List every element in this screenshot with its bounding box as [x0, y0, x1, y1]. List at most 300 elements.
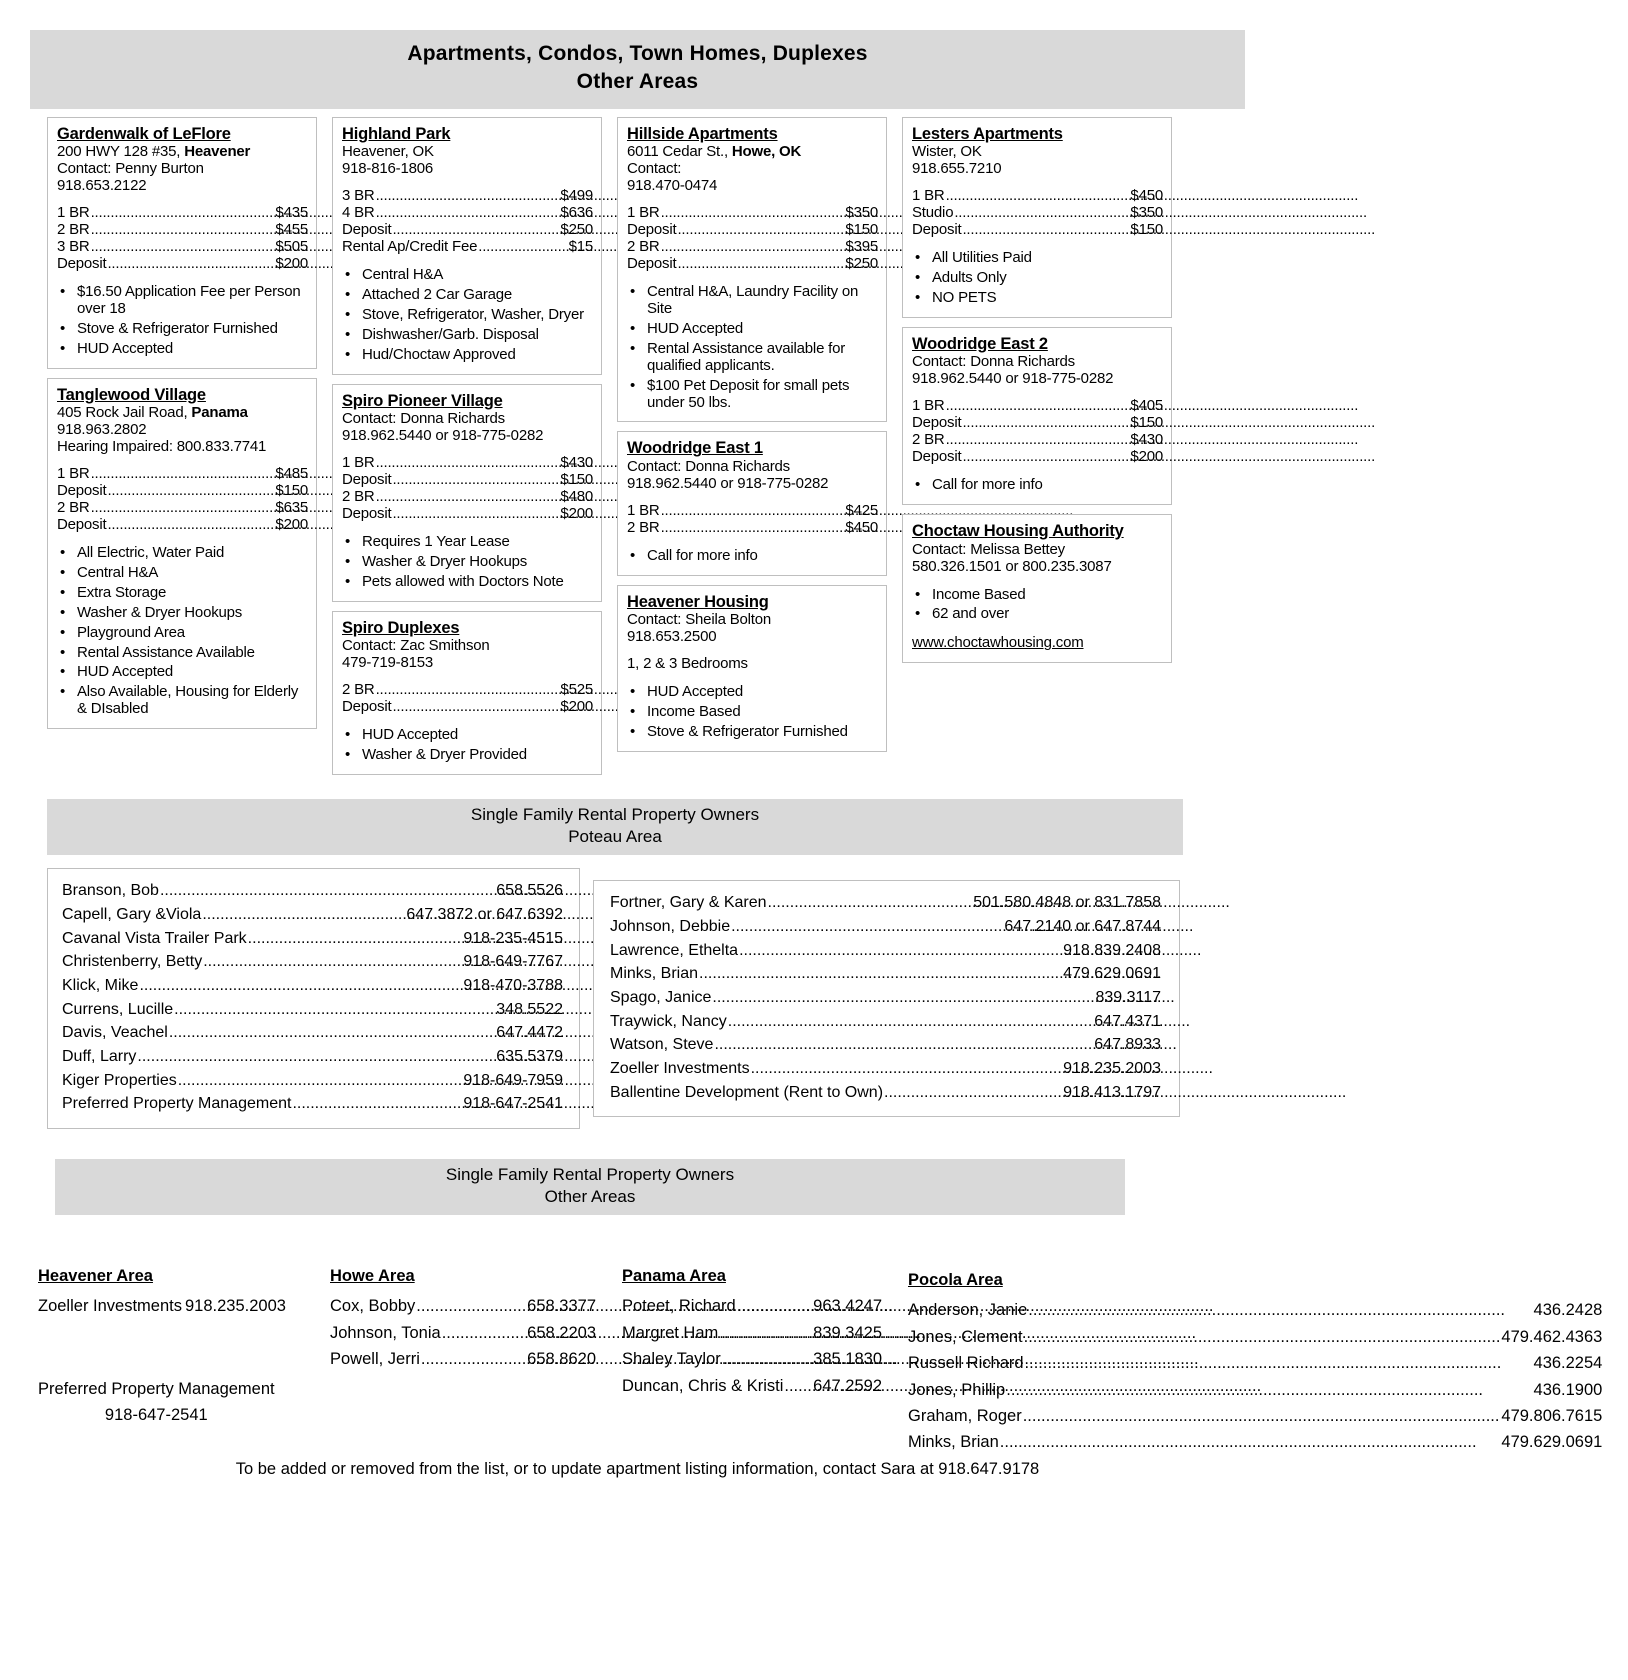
bullet-list	[342, 534, 593, 591]
bullet-text: Rental Assistance available for qualified applicants.	[647, 339, 846, 374]
rate-value: $435	[275, 204, 308, 222]
rate-value: $150	[1130, 414, 1163, 432]
bullet-item	[342, 327, 593, 344]
dot-leader	[961, 222, 1130, 239]
bullet-text: Stove & Refrigerator Furnished	[647, 723, 848, 741]
info-text: Contact: Sheila Bolton	[627, 611, 772, 629]
dot-leader	[375, 205, 561, 222]
owner-name: Davis, Veachel	[62, 1024, 168, 1042]
listing-title: Highland Park	[342, 124, 451, 143]
dot-leader	[1024, 1350, 1534, 1376]
dot-leader	[375, 682, 561, 699]
info-text: Contact: Penny Burton	[57, 160, 204, 178]
rate-label: 1 BR	[57, 204, 90, 222]
owner-phone: 658.5526	[496, 882, 563, 900]
bullet-icon	[912, 606, 932, 623]
dot-leader	[90, 205, 276, 222]
rate-label: Studio	[912, 204, 954, 222]
bullet-item	[57, 684, 308, 718]
owner-name: Powell, Jerri	[330, 1350, 420, 1369]
bullet-icon	[627, 378, 647, 412]
listing-info-line	[627, 178, 878, 195]
rate-value: $150	[1130, 221, 1163, 239]
dot-leader	[391, 472, 560, 489]
bullet-list	[57, 545, 308, 718]
owner-phone: 348.5522	[496, 1000, 563, 1018]
bullet-icon	[912, 477, 932, 494]
bullet-icon	[57, 341, 77, 358]
website-link[interactable]: www.choctawhousing.com	[912, 634, 1084, 652]
owner-phone: 839.3425	[813, 1323, 882, 1342]
area-heavener-list	[38, 1293, 304, 1319]
rate-value: $499	[560, 187, 593, 205]
rate-label: 2 BR	[342, 488, 375, 506]
listing-box	[902, 514, 1172, 663]
owner-name: Ballentine Development (Rent to Own)	[610, 1083, 884, 1101]
bullet-text: Also Available, Housing for Elderly & DIsabled	[77, 683, 299, 718]
ppm-name: Preferred Property Management	[38, 1380, 275, 1398]
info-text: 479-719-8153	[342, 654, 434, 672]
dot-leader	[698, 962, 1063, 986]
listing-info-line	[57, 439, 308, 456]
dot-leader	[721, 1346, 813, 1372]
listing-info-line	[627, 161, 878, 178]
bullet-item	[342, 287, 593, 304]
listing-title: Hillside Apartments	[627, 124, 778, 143]
rate-row	[342, 222, 593, 239]
owner-phone: 647.3872 or 647.6392	[406, 905, 563, 923]
dot-leader	[676, 256, 845, 273]
bullet-item	[57, 645, 308, 662]
rate-value: $430	[1130, 431, 1163, 449]
dot-leader	[441, 1320, 527, 1346]
owner-name: Preferred Property Management	[62, 1095, 292, 1113]
listing-info-line	[342, 428, 593, 445]
rate-row	[627, 520, 878, 537]
area-panama-list	[622, 1293, 882, 1399]
owner-phone: 479.629.0691	[1063, 965, 1161, 983]
rate-row	[57, 239, 308, 256]
rate-row	[342, 682, 593, 699]
listing-box	[332, 384, 602, 602]
rate-row	[912, 415, 1163, 432]
bullet-text: HUD Accepted	[362, 726, 458, 744]
rate-value: $455	[275, 221, 308, 239]
owner-name: Jones, Clement	[908, 1327, 1023, 1346]
info-text: Contact: Donna Richards	[912, 353, 1075, 371]
owner-row	[38, 1293, 304, 1319]
rate-label: 1 BR	[627, 501, 660, 519]
listing-info	[627, 459, 878, 493]
listing-info	[912, 354, 1163, 388]
bullet-text: Washer & Dryer Hookups	[77, 603, 243, 621]
bullet-text: Dishwasher/Garb. Disposal	[362, 325, 539, 343]
bullet-text: HUD Accepted	[77, 339, 173, 357]
owner-row	[62, 950, 563, 974]
rate-row	[912, 398, 1163, 415]
listing-title: Tanglewood Village	[57, 385, 206, 404]
rate-value: $525	[560, 681, 593, 699]
owner-name: Johnson, Tonia	[330, 1323, 441, 1342]
bullet-icon	[342, 307, 362, 324]
bullet-icon	[57, 625, 77, 642]
rate-label: 1 BR	[342, 454, 375, 472]
listing-box	[47, 117, 317, 369]
bullet-icon	[342, 747, 362, 764]
dot-leader	[1027, 1297, 1533, 1323]
rate-row	[57, 222, 308, 239]
owner-phone: 501.580.4848 or 831.7858	[973, 894, 1161, 912]
dot-leader	[90, 500, 276, 517]
rate-value: $430	[560, 454, 593, 472]
dot-leader	[106, 483, 275, 500]
rate-value: $200	[1130, 448, 1163, 466]
listing-info-line	[342, 161, 593, 178]
dot-leader	[391, 699, 560, 716]
bullet-item	[627, 341, 878, 375]
rate-value: $200	[275, 254, 308, 272]
info-text: Wister, OK	[912, 143, 982, 161]
section-title: Single Family Rental Property Owners	[445, 1164, 735, 1184]
owner-row	[622, 1373, 882, 1399]
owner-name: Margret Ham	[622, 1323, 719, 1342]
dot-leader	[1023, 1324, 1502, 1350]
bullet-item	[342, 307, 593, 324]
bullet-text: Call for more info	[932, 476, 1043, 494]
owner-name: Minks, Brian	[610, 965, 699, 983]
bullet-list	[912, 477, 1163, 494]
rate-row	[57, 256, 308, 273]
dot-leader	[159, 879, 496, 903]
rate-row	[912, 449, 1163, 466]
rate-row	[912, 222, 1163, 239]
listing-info-line	[627, 629, 878, 646]
info-text: 918.962.5440 or 918-775-0282	[342, 427, 544, 445]
bullet-text: Attached 2 Car Garage	[362, 285, 513, 303]
owner-row	[908, 1429, 1602, 1455]
rate-value: $350	[845, 204, 878, 222]
rate-label: Rental Ap/Credit Fee	[342, 238, 478, 256]
bullet-text: Central H&A	[77, 563, 159, 581]
owner-phone: 479.462.4363	[1501, 1327, 1603, 1346]
bullet-icon	[57, 664, 77, 681]
owner-row	[330, 1293, 596, 1319]
dot-leader	[90, 222, 276, 239]
bullet-text: HUD Accepted	[647, 319, 743, 337]
dot-leader	[1022, 1403, 1502, 1429]
bullet-text: All Utilities Paid	[932, 249, 1032, 267]
bullet-icon	[627, 284, 647, 318]
dot-leader	[727, 1010, 1095, 1034]
info-bold-text: Heavener	[184, 143, 251, 161]
bullet-icon	[342, 267, 362, 284]
rate-value: $450	[1130, 187, 1163, 205]
bullet-text: $16.50 Application Fee per Person over 18	[77, 282, 301, 317]
bullet-list	[627, 548, 878, 565]
bullet-icon	[912, 270, 932, 287]
owner-row	[62, 1021, 563, 1045]
bullet-icon	[627, 341, 647, 375]
dot-leader	[660, 239, 846, 256]
info-text: 580.326.1501 or 800.235.3087	[912, 557, 1112, 575]
bullet-list	[627, 684, 878, 741]
bullet-item	[342, 574, 593, 591]
owner-row	[62, 1045, 563, 1069]
dot-leader	[168, 1021, 496, 1045]
dot-leader	[90, 466, 276, 483]
owner-name: Capell, Gary &Viola	[62, 905, 202, 923]
rate-row	[627, 256, 878, 273]
rate-label: 2 BR	[57, 498, 90, 516]
listing-column-3	[617, 117, 887, 752]
owner-name: Traywick, Nancy	[610, 1012, 727, 1030]
info-text: Contact: Melissa Bettey	[912, 540, 1065, 558]
listing-info	[342, 411, 593, 445]
bullet-icon	[57, 585, 77, 602]
bullet-icon	[342, 554, 362, 571]
owner-row	[908, 1403, 1602, 1429]
rate-row	[57, 517, 308, 534]
info-text: 6011 Cedar St.,	[627, 143, 732, 161]
owner-phone: 918.235.2003	[1063, 1059, 1161, 1077]
bullet-text: Central H&A, Laundry Facility on Site	[647, 282, 859, 317]
rate-value: $485	[275, 465, 308, 483]
owner-row	[610, 891, 1161, 915]
dot-leader	[961, 415, 1130, 432]
rate-value: $150	[560, 471, 593, 489]
rate-label: 1 BR	[912, 187, 945, 205]
area-panama	[622, 1263, 908, 1399]
rate-label: Deposit	[57, 254, 107, 272]
listing-info-line	[912, 354, 1163, 371]
owner-row	[62, 927, 563, 951]
bullet-text: All Electric, Water Paid	[77, 543, 225, 561]
owner-phone: 436.2254	[1533, 1354, 1603, 1373]
owner-name: Cavanal Vista Trailer Park	[62, 929, 247, 947]
dot-leader	[945, 432, 1131, 449]
listing-info-line	[912, 161, 1163, 178]
rate-list	[342, 188, 593, 256]
listing-box	[617, 585, 887, 752]
dot-leader	[961, 449, 1130, 466]
rate-label: Deposit	[627, 254, 677, 272]
listing-info	[912, 144, 1163, 178]
listing-box	[332, 117, 602, 375]
listing-note: 1, 2 & 3 Bedrooms	[627, 655, 748, 673]
bullet-item	[342, 347, 593, 364]
rate-label: Deposit	[342, 221, 392, 239]
owner-name: Lawrence, Ethelta	[610, 941, 739, 959]
dot-leader	[177, 1069, 464, 1093]
owner-row	[330, 1320, 596, 1346]
listing-info-line	[57, 422, 308, 439]
bullet-icon	[57, 645, 77, 662]
bullet-item	[627, 684, 878, 701]
bullet-item	[627, 378, 878, 412]
rate-row	[57, 500, 308, 517]
owner-name: Johnson, Debbie	[610, 917, 731, 935]
owner-name: Graham, Roger	[908, 1407, 1022, 1426]
bullet-icon	[912, 290, 932, 307]
rate-row	[342, 489, 593, 506]
owner-row	[610, 962, 1161, 986]
rate-row	[912, 205, 1163, 222]
bullet-text: Requires 1 Year Lease	[362, 532, 510, 550]
owner-name: Fortner, Gary & Karen	[610, 894, 767, 912]
rate-value: $480	[560, 488, 593, 506]
rate-label: 1 BR	[912, 397, 945, 415]
bullet-icon	[57, 321, 77, 338]
owner-name: Christenberry, Betty	[62, 953, 203, 971]
owner-phone: 918-649-7767	[463, 953, 563, 971]
owner-row	[622, 1293, 882, 1319]
preferred-property-management-block	[38, 1376, 275, 1429]
bullet-text: Stove & Refrigerator Furnished	[77, 319, 278, 337]
listing-column-1	[47, 117, 317, 730]
listing-info-line	[57, 178, 308, 195]
owner-row	[610, 915, 1161, 939]
dot-leader	[713, 1033, 1094, 1057]
rate-label: Deposit	[912, 448, 962, 466]
owner-phone: 839.3117	[1095, 988, 1161, 1006]
dot-leader	[247, 927, 464, 951]
listing-box	[617, 117, 887, 423]
area-heavener	[38, 1263, 330, 1320]
listing-title: Heavener Housing	[627, 592, 769, 611]
listing-info-line	[57, 405, 308, 422]
rate-row	[57, 483, 308, 500]
listing-info	[342, 638, 593, 672]
dot-leader	[391, 222, 560, 239]
bullet-text: Adults Only	[932, 268, 1007, 286]
owner-phone: 918.235.2003	[184, 1297, 286, 1316]
listing-column-4	[902, 117, 1172, 664]
owner-row	[62, 903, 563, 927]
bullet-item	[912, 587, 1163, 604]
listing-info-line	[627, 612, 878, 629]
info-text: 918.963.2802	[57, 421, 147, 439]
listing-info	[627, 612, 878, 646]
rate-label: 3 BR	[342, 187, 375, 205]
rate-row	[912, 188, 1163, 205]
listing-info-line	[627, 144, 878, 161]
owner-phone: 479.629.0691	[1501, 1433, 1603, 1452]
dot-leader	[391, 506, 560, 523]
rate-row	[627, 205, 878, 222]
bullet-list	[627, 284, 878, 412]
listing-title: Spiro Pioneer Village	[342, 391, 503, 410]
rate-label: 2 BR	[912, 431, 945, 449]
bullet-text: NO PETS	[932, 288, 997, 306]
bullet-item	[627, 321, 878, 338]
listing-info-line	[57, 161, 308, 178]
dot-leader	[730, 915, 1004, 939]
bullet-item	[627, 284, 878, 318]
owner-phone: 647.8933	[1094, 1036, 1161, 1054]
owner-name: Minks, Brian	[908, 1433, 999, 1452]
info-text: 405 Rock Jail Road,	[57, 404, 192, 422]
dot-leader	[767, 891, 974, 915]
dot-leader	[660, 520, 846, 537]
bullet-item	[57, 585, 308, 602]
listing-info	[627, 144, 878, 195]
rate-row	[342, 699, 593, 716]
poteau-section-header	[47, 799, 1183, 855]
bullet-icon	[57, 684, 77, 718]
dot-leader	[783, 1373, 813, 1399]
bullet-item	[342, 554, 593, 571]
bullet-item	[342, 747, 593, 764]
rate-list	[627, 503, 878, 537]
bullet-icon	[57, 565, 77, 582]
owner-row	[622, 1346, 882, 1372]
owner-name: Currens, Lucille	[62, 1000, 174, 1018]
bullet-text: Income Based	[647, 703, 741, 721]
owner-row	[62, 879, 563, 903]
bullet-text: 62 and over	[932, 605, 1010, 623]
bullet-item	[57, 341, 308, 358]
rate-value: $450	[845, 518, 878, 536]
bullet-item	[57, 605, 308, 622]
rate-value: $405	[1130, 397, 1163, 415]
rate-label: Deposit	[57, 515, 107, 533]
dot-leader	[718, 1320, 813, 1346]
area-heavener-title: Heavener Area	[38, 1267, 153, 1286]
rate-list	[342, 455, 593, 523]
bullet-item	[342, 534, 593, 551]
rate-row	[627, 239, 878, 256]
owner-name: Zoeller Investments	[38, 1297, 182, 1316]
owner-phone: 436.1900	[1533, 1380, 1603, 1399]
dot-leader	[138, 974, 463, 998]
listing-box	[332, 611, 602, 775]
bullet-text: HUD Accepted	[77, 663, 173, 681]
owner-phone: 479.806.7615	[1501, 1407, 1603, 1426]
listing-info	[57, 405, 308, 456]
listing-info	[57, 144, 308, 195]
listing-info-line	[627, 459, 878, 476]
rate-value: $15	[568, 238, 593, 256]
bullet-item	[57, 284, 308, 318]
dot-leader	[750, 1057, 1064, 1081]
owner-name: Klick, Mike	[62, 976, 139, 994]
owner-name: Poteet, Richard	[622, 1297, 736, 1316]
bullet-text: Washer & Dryer Hookups	[362, 552, 528, 570]
bullet-text: Central H&A	[362, 265, 444, 283]
rate-row	[342, 239, 593, 256]
bullet-icon	[627, 724, 647, 741]
listing-info-line	[912, 144, 1163, 161]
rate-label: 1 BR	[627, 204, 660, 222]
rate-label: Deposit	[342, 504, 392, 522]
rate-list	[342, 682, 593, 716]
listing-box	[617, 431, 887, 575]
owner-row	[622, 1320, 882, 1346]
listing-title: Woodridge East 1	[627, 439, 763, 458]
owner-phone: 647.2592	[813, 1376, 882, 1395]
owner-row	[62, 1092, 563, 1116]
bullet-text: Call for more info	[647, 546, 758, 564]
info-bold-text: Howe, OK	[731, 143, 802, 161]
bullet-item	[912, 270, 1163, 287]
info-text: 200 HWY 128 #35,	[57, 143, 185, 161]
bullet-list	[912, 250, 1163, 307]
owner-row	[908, 1297, 1602, 1323]
owner-row	[908, 1324, 1602, 1350]
info-text: 918.962.5440 or 918-775-0282	[627, 475, 829, 493]
bullet-item	[57, 321, 308, 338]
rate-value: $350	[1130, 204, 1163, 222]
